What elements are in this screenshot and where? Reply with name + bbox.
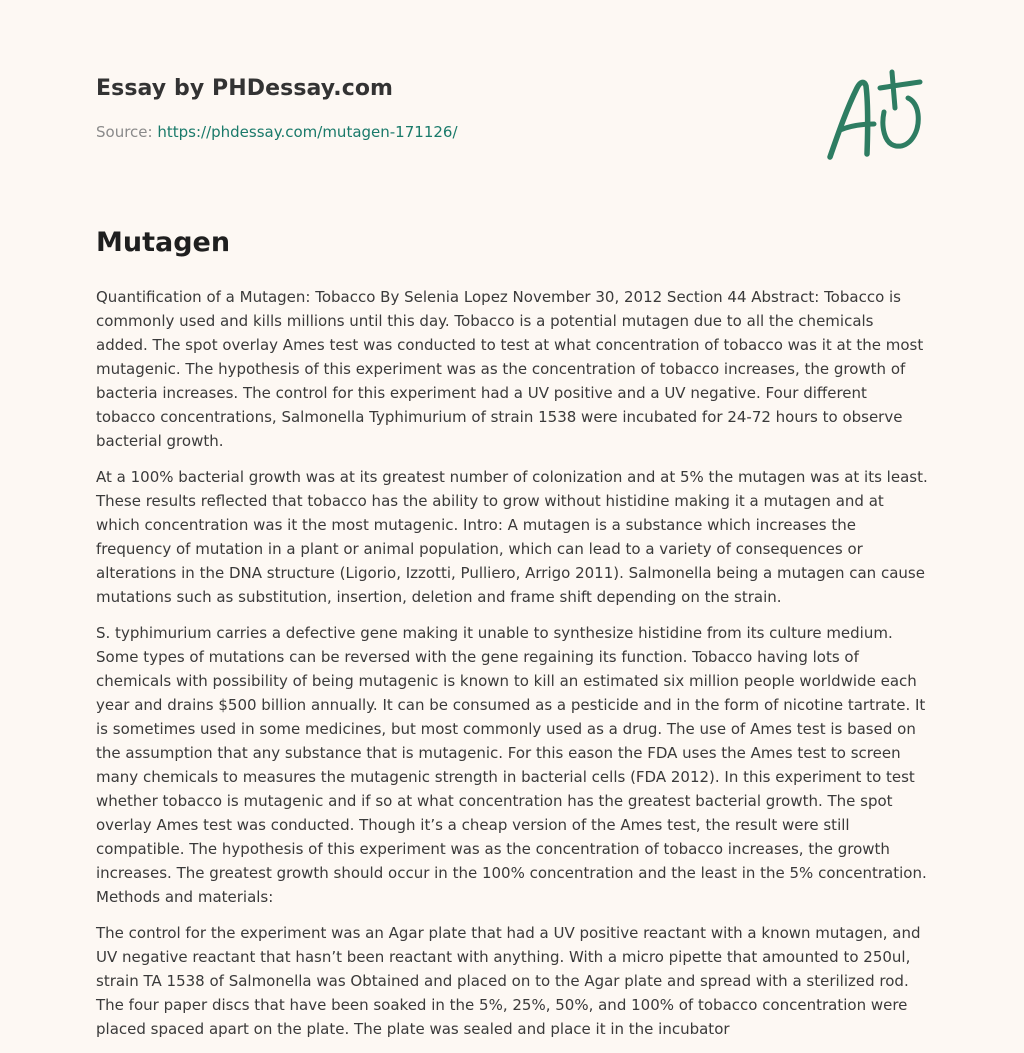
essay-paragraph: The control for the experiment was an Agar plate that had a UV positive reactant with a known mutagen, and UV negative reactant that hasn’t been reactant with anything. With a micro pipette that amounted to 250ul, strain TA 1538 of Salmonella was Obtained and placed on to the Agar plate and spread with a sterilized rod. The four paper discs that have been soaked in the 5%, 25%, 50%, and 100% of tobacco concentration were placed spaced apart on the plate. The plate was sealed and place it in the incubator [96,924,921,1038]
source-link[interactable]: https://phdessay.com/mutagen-171126/ [157,123,458,141]
source-label: Source: [96,123,153,141]
site-title: Essay by PHDessay.com [96,76,394,101]
essay-paragraph: S. typhimurium carries a defective gene making it unable to synthesize histidine from its culture medium. Some types of mutations can be reversed with the gene regaining its function. Tobacco having lots of chemicals with possibility of being mutagenic is known to kill an estimated six million people worldwide each year and drains $500 billion annually. It can be consumed as a pesticide and in the form of nicotine tartrate. It is sometimes used in some medicines, but most commonly used as a drug. The use of Ames test is based on the assumption that any substance that is mutagenic. For this eason the FDA uses the Ames test to screen many chemicals to measures the mutagenic strength in bacterial cells (FDA 2012). In this experiment to test whether tobacco is mutagenic and if so at what concentration has the greatest bacterial growth. The spot overlay Ames test was conducted. Though it’s a cheap version of the Ames test, the result were still compatible. The hypothesis of this experiment was as the concentration of tobacco increases, the growth increases. The greatest growth should occur in the 100% concentration and the least in the 5% concentration. Methods and materials: [96,624,927,906]
essay-paragraph: At a 100% bacterial growth was at its greatest number of colonization and at 5% the mutagen was at its least. These results reflected that tobacco has the ability to grow without histidine making it a mutagen and at which concentration was it the most mutagenic. Intro: A mutagen is a substance which increases the frequency of mutation in a plant or animal population, which can lead to a variety of consequences or alterations in the DNA structure (Ligorio, Izzotti, Pulliero, Arrigo 2011). Salmonella being a mutagen can cause mutations such as substitution, insertion, deletion and frame shift depending on the strain. [96,468,928,606]
essay-title: Mutagen [96,227,231,258]
essay-body [96,285,928,1053]
source-line [96,123,458,141]
essay-paragraph: Quantification of a Mutagen: Tobacco By Selenia Lopez November 30, 2012 Section 44 Abstract: Tobacco is commonly used and kills millions until this day. Tobacco is a potential mutagen due to all the chemicals added. The spot overlay Ames test was conducted to test at what concentration of tobacco was it at the most mutagenic. The hypothesis of this experiment was as the concentration of tobacco increases, the growth of bacteria increases. The control for this experiment had a UV positive and a UV negative. Four different tobacco concentrations, Salmonella Typhimurium of strain 1538 were incubated for 24-72 hours to observe bacterial growth. [96,288,924,450]
a-plus-grade-logo-icon [820,66,930,166]
